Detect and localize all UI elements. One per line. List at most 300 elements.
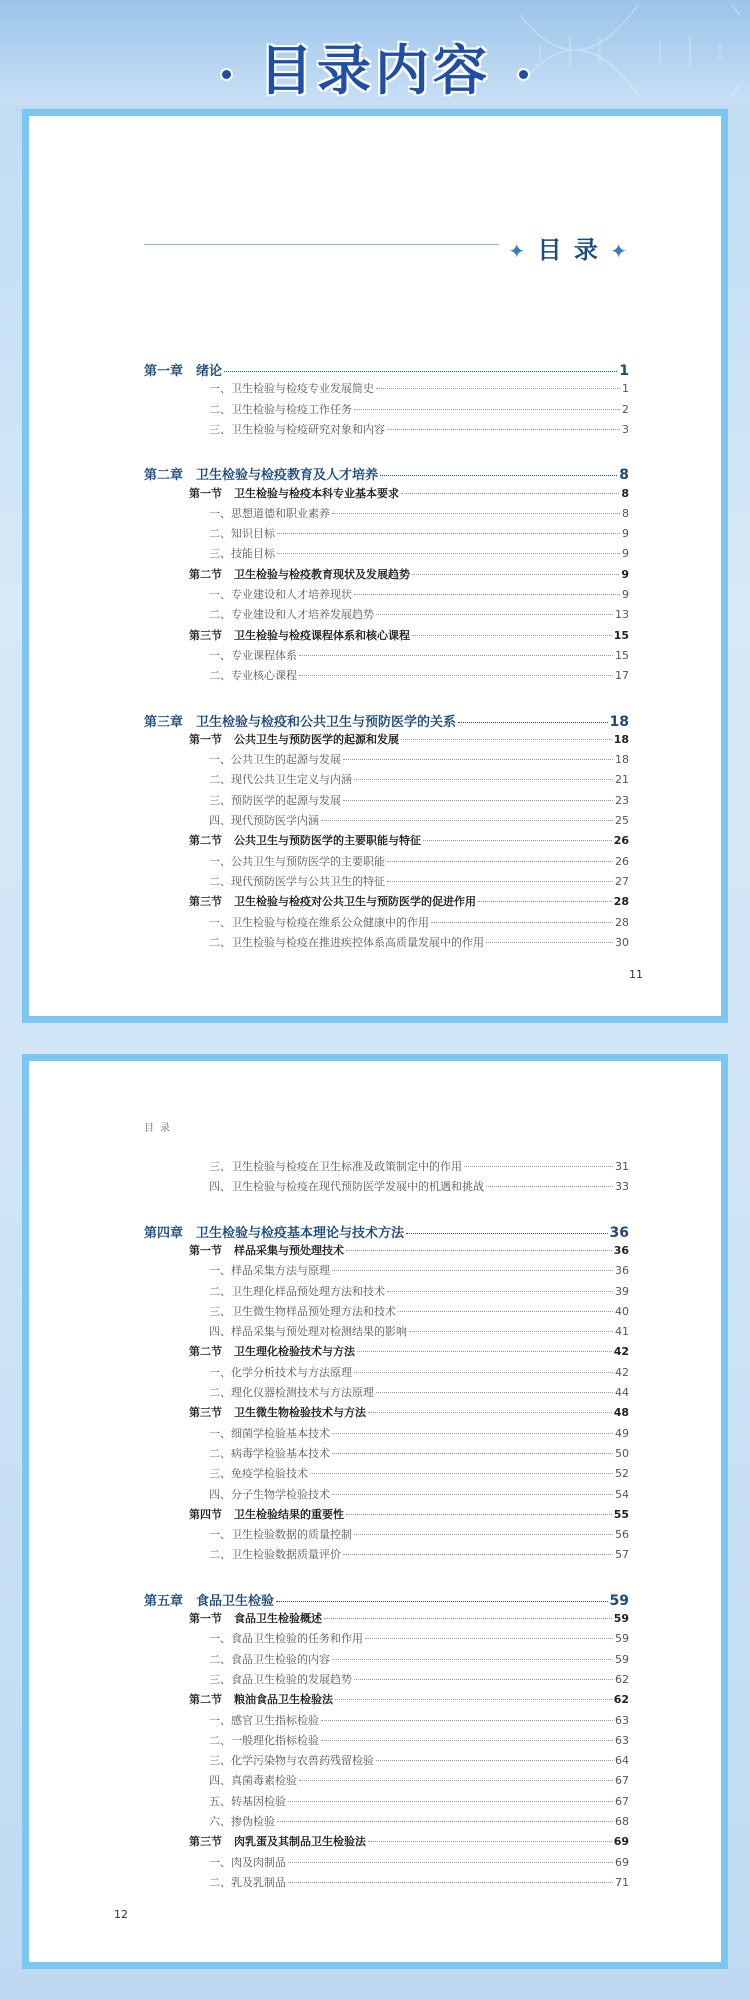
toc-entry-title bbox=[209, 1671, 352, 1687]
toc-entry-title bbox=[189, 1691, 333, 1707]
toc-entry-title bbox=[209, 1813, 275, 1829]
toc-entry-label: 四、现代预防医学内涵 bbox=[209, 814, 319, 827]
toc-subsection-entry[interactable] bbox=[209, 1526, 629, 1542]
toc-entry-label: 一、化学分析技术与方法原理 bbox=[209, 1365, 352, 1379]
toc-subsection-entry[interactable] bbox=[209, 1445, 629, 1461]
toc-entry-page: 67 bbox=[615, 1794, 629, 1808]
toc-entry-title bbox=[209, 1854, 286, 1870]
toc-entry-page: 68 bbox=[615, 1815, 629, 1828]
toc-entry-number: 第一节 bbox=[189, 486, 222, 500]
toc-entry-title bbox=[209, 1712, 319, 1728]
dot-leader bbox=[277, 553, 620, 554]
toc-entry-page: 17 bbox=[615, 669, 629, 683]
toc-entry-page: 69 bbox=[613, 1835, 629, 1849]
toc-subsection-entry[interactable] bbox=[209, 1651, 629, 1667]
toc-entry-page: 44 bbox=[615, 1386, 629, 1399]
dot-leader bbox=[332, 1659, 613, 1660]
dot-leader bbox=[343, 759, 613, 760]
banner bbox=[0, 0, 750, 105]
banner-title: 目录内容 bbox=[259, 39, 491, 102]
toc-entry-label: 公共卫生与预防医学的主要职能与特征 bbox=[234, 834, 421, 848]
dot-leader bbox=[346, 1250, 612, 1251]
toc-entry-label: 六、掺伪检验 bbox=[209, 1815, 275, 1828]
toc-entry-page: 40 bbox=[615, 1304, 629, 1318]
toc-subsection-entry[interactable] bbox=[209, 421, 629, 437]
dot-leader bbox=[387, 861, 613, 862]
toc-subsection-entry[interactable] bbox=[209, 1712, 629, 1728]
dot-leader bbox=[276, 1601, 608, 1602]
toc-entry-page: 42 bbox=[613, 1345, 629, 1359]
toc-entry-label: 一、感官卫生指标检验 bbox=[209, 1713, 319, 1727]
dot-leader bbox=[368, 1412, 612, 1413]
dot-leader bbox=[277, 533, 620, 534]
toc-entry-label: 二、一般理化指标检验 bbox=[209, 1733, 319, 1747]
toc-entry-page: 63 bbox=[615, 1713, 629, 1727]
page-number: 11 bbox=[629, 968, 643, 981]
toc-subsection-entry[interactable] bbox=[209, 586, 629, 602]
toc-entry-label: 一、卫生检验与检疫在维系公众健康中的作用 bbox=[209, 915, 429, 929]
toc-entry-page: 59 bbox=[613, 1612, 629, 1625]
toc-entry-page: 36 bbox=[615, 1264, 629, 1278]
toc-subsection-entry[interactable] bbox=[209, 771, 629, 787]
toc-heading bbox=[144, 230, 629, 264]
toc-page-1 bbox=[22, 109, 728, 1023]
dot-leader bbox=[310, 1473, 613, 1474]
toc-entry-label: 二、卫生检验数据质量评价 bbox=[209, 1548, 341, 1562]
toc-entry-page: 15 bbox=[613, 628, 629, 642]
toc-entry-page: 18 bbox=[609, 713, 629, 730]
toc-entry-title bbox=[189, 566, 410, 582]
dot-leader bbox=[376, 1760, 613, 1761]
toc-entry-page: 8 bbox=[619, 467, 629, 484]
toc-entry-page: 55 bbox=[613, 1507, 629, 1521]
toc-chapter-entry[interactable] bbox=[144, 464, 629, 483]
toc-subsection-entry[interactable] bbox=[209, 380, 629, 396]
dot-leader bbox=[343, 1554, 613, 1555]
toc-entry-page: 67 bbox=[615, 1774, 629, 1788]
toc-entry-label: 三、卫生检验与检疫研究对象和内容 bbox=[209, 422, 385, 436]
toc-entry-label: 一、卫生检验与检疫专业发展简史 bbox=[209, 382, 374, 396]
page-number: 12 bbox=[114, 1908, 128, 1921]
toc-subsection-entry[interactable] bbox=[209, 401, 629, 417]
toc-entry-label: 三、卫生检验与检疫在卫生标准及政策制定中的作用 bbox=[209, 1160, 462, 1173]
toc-subsection-entry[interactable] bbox=[209, 1793, 629, 1809]
toc-subsection-entry[interactable] bbox=[209, 1158, 629, 1174]
toc-subsection-entry[interactable] bbox=[209, 1425, 629, 1441]
toc-entry-title bbox=[209, 525, 275, 541]
toc-entry-label: 二、知识目标 bbox=[209, 527, 275, 541]
toc-page-2 bbox=[22, 1054, 728, 1969]
toc-entry-page: 49 bbox=[615, 1426, 629, 1440]
toc-section-entry[interactable] bbox=[189, 566, 629, 582]
dot-leader bbox=[354, 594, 620, 595]
dot-leader bbox=[431, 922, 613, 923]
toc-entry-label: 肉乳蛋及其制品卫生检验法 bbox=[234, 1835, 366, 1849]
toc-entry-page: 41 bbox=[615, 1325, 629, 1339]
toc-entry-number: 第二节 bbox=[189, 834, 222, 848]
toc-entry-page: 28 bbox=[613, 895, 629, 909]
toc-entry-label: 一、专业课程体系 bbox=[209, 648, 297, 662]
dot-leader bbox=[368, 1841, 612, 1842]
toc-entry-page: 2 bbox=[622, 402, 629, 416]
toc-entry-number: 第二节 bbox=[189, 1693, 222, 1707]
toc-entry-title bbox=[209, 873, 385, 889]
toc-entry-label: 二、专业建设和人才培养发展趋势 bbox=[209, 608, 374, 622]
toc-subsection-entry[interactable] bbox=[209, 914, 629, 930]
toc-entry-title bbox=[209, 505, 330, 521]
sparkle-icon: ✦ bbox=[610, 239, 629, 263]
toc-subsection-entry[interactable] bbox=[209, 545, 629, 561]
toc-subsection-entry[interactable] bbox=[209, 1384, 629, 1400]
toc-chapter-entry[interactable] bbox=[144, 1590, 629, 1609]
toc-entry-label: 公共卫生与预防医学的起源和发展 bbox=[234, 732, 399, 746]
toc-entry-page: 62 bbox=[613, 1693, 629, 1707]
toc-subsection-entry[interactable] bbox=[209, 1854, 629, 1870]
dot-leader bbox=[277, 1821, 613, 1822]
dot-leader bbox=[458, 722, 608, 723]
dot-leader bbox=[321, 1740, 613, 1741]
dot-leader bbox=[288, 1862, 613, 1863]
toc-chapter-entry[interactable] bbox=[144, 360, 629, 379]
toc-entry-label: 四、真菌毒素检验 bbox=[209, 1774, 297, 1788]
toc-subsection-entry[interactable] bbox=[209, 1772, 629, 1788]
dot-leader bbox=[423, 840, 612, 841]
dot-leader bbox=[346, 1514, 612, 1515]
toc-entry-title bbox=[189, 1404, 366, 1420]
toc-entry-title bbox=[209, 1651, 330, 1667]
toc-entry-title bbox=[189, 832, 421, 848]
toc-entry-label: 一、专业建设和人才培养现状 bbox=[209, 588, 352, 601]
toc-entry-label: 卫生检验与检疫对公共卫生与预防医学的促进作用 bbox=[234, 895, 476, 909]
toc-entry-label: 卫生微生物检验技术与方法 bbox=[234, 1406, 366, 1420]
toc-entry-number: 第三节 bbox=[189, 628, 222, 642]
toc-entry-number: 第三节 bbox=[189, 1835, 222, 1849]
toc-entry-label: 一、卫生检验数据的质量控制 bbox=[209, 1528, 352, 1542]
dot-leader bbox=[354, 779, 613, 780]
toc-entry-page: 27 bbox=[615, 874, 629, 888]
dot-leader bbox=[335, 1699, 612, 1700]
toc-entry-label: 二、专业核心课程 bbox=[209, 669, 297, 683]
toc-entry-label: 卫生检验与检疫基本理论与技术方法 bbox=[196, 1225, 405, 1241]
dot-leader bbox=[398, 1311, 613, 1312]
dot-leader bbox=[324, 1618, 612, 1619]
toc-entry-page: 31 bbox=[615, 1160, 629, 1173]
toc-section-entry[interactable] bbox=[189, 731, 629, 747]
dot-leader bbox=[401, 739, 612, 740]
toc-entry-page: 9 bbox=[621, 567, 629, 581]
dot-leader bbox=[332, 1433, 613, 1434]
toc-entry-label: 四、样品采集与预处理对检测结果的影响 bbox=[209, 1325, 407, 1339]
toc-entry-number: 第一节 bbox=[189, 1612, 222, 1625]
running-head: 目录 bbox=[144, 1123, 176, 1134]
toc-subsection-entry[interactable] bbox=[209, 647, 629, 663]
toc-entry-page: 9 bbox=[622, 588, 629, 601]
toc-entry-label: 三、化学污染物与农兽药残留检验 bbox=[209, 1754, 374, 1768]
toc-subsection-entry[interactable] bbox=[209, 1813, 629, 1829]
toc-entry-page: 8 bbox=[622, 506, 629, 520]
toc-entry-title bbox=[189, 1833, 366, 1849]
dot-leader bbox=[486, 1186, 613, 1187]
toc-subsection-entry[interactable] bbox=[209, 667, 629, 683]
toc-section-entry[interactable] bbox=[189, 1404, 629, 1420]
toc-entry-page: 50 bbox=[615, 1446, 629, 1460]
toc-chapter-entry[interactable] bbox=[144, 1222, 629, 1241]
toc-entry-number: 第三章 bbox=[144, 714, 184, 730]
dot-leader bbox=[387, 1291, 613, 1292]
toc-entry-title bbox=[144, 360, 222, 379]
toc-entry-number: 第五章 bbox=[144, 1593, 184, 1609]
toc-subsection-entry[interactable] bbox=[209, 873, 629, 889]
toc-entry-page: 3 bbox=[622, 422, 629, 436]
dot-leader bbox=[321, 820, 613, 821]
sparkle-icon: ✦ bbox=[508, 239, 528, 263]
dot-leader bbox=[412, 635, 612, 636]
toc-entry-title bbox=[189, 893, 476, 909]
toc-section-entry[interactable] bbox=[189, 1691, 629, 1707]
toc-entry-page: 42 bbox=[615, 1365, 629, 1379]
toc-entry-label: 一、公共卫生与预防医学的主要职能 bbox=[209, 854, 385, 868]
dot-leader bbox=[321, 1720, 613, 1721]
toc-entry-title bbox=[189, 627, 410, 643]
toc-entry-title bbox=[209, 1445, 330, 1461]
dot-leader bbox=[387, 881, 613, 882]
toc-entry-label: 绪论 bbox=[196, 364, 223, 379]
toc-entry-page: 1 bbox=[622, 382, 629, 396]
toc-entry-label: 三、卫生微生物样品预处理方法和技术 bbox=[209, 1304, 396, 1318]
banner-title-row bbox=[0, 28, 750, 105]
toc-entry-page: 52 bbox=[615, 1467, 629, 1481]
toc-entry-label: 二、病毒学检验基本技术 bbox=[209, 1446, 330, 1460]
toc-entry-label: 三、免疫学检验技术 bbox=[209, 1467, 308, 1481]
dot-leader bbox=[380, 475, 617, 476]
toc-entry-page: 18 bbox=[613, 732, 629, 746]
toc-entry-label: 五、转基因检验 bbox=[209, 1794, 286, 1808]
toc-entry-page: 59 bbox=[609, 1592, 629, 1609]
toc-entry-number: 第三节 bbox=[189, 895, 222, 909]
toc-subsection-entry[interactable] bbox=[209, 1752, 629, 1768]
toc-entry-page: 69 bbox=[615, 1855, 629, 1869]
toc-entry-label: 卫生理化检验技术与方法 bbox=[234, 1345, 355, 1359]
toc-entry-label: 卫生检验与检疫课程体系和核心课程 bbox=[234, 628, 410, 642]
toc-subsection-entry[interactable] bbox=[209, 1630, 629, 1646]
toc-entry-title bbox=[209, 1793, 286, 1809]
toc-entry-page: 54 bbox=[615, 1487, 629, 1501]
toc-entry-page: 9 bbox=[622, 527, 629, 541]
dot-leader bbox=[299, 1780, 613, 1781]
toc-section-entry[interactable] bbox=[189, 1343, 629, 1359]
toc-section-entry[interactable] bbox=[189, 1242, 629, 1258]
toc-entry-title bbox=[209, 1425, 330, 1441]
toc-entry-page: 39 bbox=[615, 1284, 629, 1298]
dot-leader bbox=[354, 1372, 613, 1373]
dot-leader bbox=[332, 1453, 613, 1454]
dot-leader bbox=[376, 388, 620, 389]
toc-entry-title bbox=[209, 812, 319, 828]
toc-entry-label: 三、技能目标 bbox=[209, 547, 275, 561]
toc-entry-page: 9 bbox=[622, 547, 629, 561]
toc-section-entry[interactable] bbox=[189, 832, 629, 848]
toc-entry-page: 28 bbox=[615, 915, 629, 929]
toc-subsection-entry[interactable] bbox=[209, 1283, 629, 1299]
toc-subsection-entry[interactable] bbox=[209, 1262, 629, 1278]
toc-entry-title bbox=[209, 421, 385, 437]
toc-entry-title bbox=[209, 1874, 286, 1890]
toc-subsection-entry[interactable] bbox=[209, 1364, 629, 1380]
toc-entry-page: 8 bbox=[621, 486, 629, 500]
toc-entry-title bbox=[144, 1222, 404, 1241]
toc-entry-number: 第二章 bbox=[144, 468, 184, 484]
toc-entry-title bbox=[209, 1486, 330, 1502]
toc-subsection-entry[interactable] bbox=[209, 934, 629, 950]
dot-leader bbox=[387, 429, 620, 430]
toc-entry-page: 13 bbox=[615, 608, 629, 622]
dot-leader bbox=[486, 942, 613, 943]
toc-section-entry[interactable] bbox=[189, 485, 629, 501]
toc-subsection-entry[interactable] bbox=[209, 853, 629, 869]
dot-leader bbox=[332, 1270, 613, 1271]
toc-entry-page: 36 bbox=[609, 1224, 629, 1241]
toc-entry-label: 卫生检验结果的重要性 bbox=[234, 1507, 344, 1521]
toc-entry-label: 四、卫生检验与检疫在现代预防医学发展中的机遇和挑战 bbox=[209, 1180, 484, 1194]
toc-subsection-entry[interactable] bbox=[209, 812, 629, 828]
toc-entry-page: 21 bbox=[615, 773, 629, 787]
toc-entry-label: 一、肉及肉制品 bbox=[209, 1855, 286, 1869]
toc-entry-title bbox=[209, 1630, 363, 1646]
dot-leader bbox=[354, 409, 620, 410]
toc-entry-page: 62 bbox=[615, 1672, 629, 1686]
toc-entry-label: 一、思想道德和职业素养 bbox=[209, 506, 330, 520]
toc-entry-page: 56 bbox=[615, 1528, 629, 1542]
toc-entry-title bbox=[209, 545, 275, 561]
toc-entry-page: 57 bbox=[615, 1548, 629, 1562]
toc-entry-title bbox=[209, 1526, 352, 1542]
toc-entry-title bbox=[209, 914, 429, 930]
toc-section-entry[interactable] bbox=[189, 1610, 629, 1626]
toc-heading-title bbox=[508, 230, 629, 265]
toc-entry-number: 第一节 bbox=[189, 1243, 222, 1257]
toc-subsection-entry[interactable] bbox=[209, 1874, 629, 1890]
toc-entry-title bbox=[209, 934, 484, 950]
dot-leader bbox=[412, 574, 619, 575]
toc-entry-number: 第一章 bbox=[144, 364, 184, 379]
toc-entry-title bbox=[189, 1343, 355, 1359]
toc-entry-page: 36 bbox=[613, 1243, 629, 1257]
toc-entry-page: 63 bbox=[615, 1733, 629, 1747]
bullet-dot-icon bbox=[519, 70, 528, 79]
toc-subsection-entry[interactable] bbox=[209, 606, 629, 622]
toc-entry-title bbox=[209, 380, 374, 396]
toc-entry-title bbox=[209, 647, 297, 663]
toc-entry-title bbox=[209, 1303, 396, 1319]
toc-entry-title bbox=[209, 1772, 297, 1788]
toc-entry-number: 第一节 bbox=[189, 732, 222, 746]
toc-entry-label: 二、卫生检验与检疫在推进疾控体系高质量发展中的作用 bbox=[209, 935, 484, 949]
toc-entry-title bbox=[209, 1384, 374, 1400]
toc-entry-page: 59 bbox=[615, 1632, 629, 1646]
toc-entry-label: 食品卫生检验 bbox=[196, 1593, 275, 1609]
toc-entry-label: 样品采集与预处理技术 bbox=[234, 1243, 344, 1257]
toc-entry-title bbox=[189, 1242, 344, 1258]
toc-entry-title bbox=[209, 1732, 319, 1748]
toc-subsection-entry[interactable] bbox=[209, 1732, 629, 1748]
toc-section-entry[interactable] bbox=[189, 627, 629, 643]
toc-entry-label: 二、食品卫生检验的内容 bbox=[209, 1652, 330, 1666]
toc-entry-title bbox=[209, 1323, 407, 1339]
toc-entry-number: 第二节 bbox=[189, 567, 222, 581]
toc-subsection-entry[interactable] bbox=[209, 1486, 629, 1502]
dot-leader bbox=[464, 1166, 613, 1167]
toc-subsection-entry[interactable] bbox=[209, 1465, 629, 1481]
toc-section-entry[interactable] bbox=[189, 1833, 629, 1849]
toc-section-entry[interactable] bbox=[189, 893, 629, 909]
toc-entry-title bbox=[144, 464, 378, 483]
toc-entry-label: 一、细菌学检验基本技术 bbox=[209, 1426, 330, 1440]
toc-entry-number: 第四章 bbox=[144, 1225, 184, 1241]
toc-entry-page: 71 bbox=[615, 1875, 629, 1889]
dot-leader bbox=[376, 614, 613, 615]
toc-entry-page: 23 bbox=[615, 793, 629, 807]
toc-entry-page: 26 bbox=[615, 854, 629, 868]
toc-entry-title bbox=[209, 751, 341, 767]
toc-entry-label: 卫生检验与检疫教育现状及发展趋势 bbox=[234, 567, 410, 581]
toc-entry-page: 25 bbox=[615, 814, 629, 827]
dot-leader bbox=[401, 493, 619, 494]
toc-subsection-entry[interactable] bbox=[209, 1178, 629, 1194]
toc-entry-label: 卫生检验与检疫和公共卫生与预防医学的关系 bbox=[196, 714, 457, 730]
toc-chapter-entry[interactable] bbox=[144, 711, 629, 730]
toc-entry-title bbox=[209, 1465, 308, 1481]
toc-entry-title bbox=[189, 1610, 322, 1626]
toc-entry-page: 15 bbox=[615, 648, 629, 662]
dot-leader bbox=[354, 1534, 613, 1535]
toc-section-entry[interactable] bbox=[189, 1506, 629, 1522]
toc-subsection-entry[interactable] bbox=[209, 1323, 629, 1339]
toc-entry-title bbox=[189, 485, 399, 501]
toc-entry-label: 一、食品卫生检验的任务和作用 bbox=[209, 1632, 363, 1646]
toc-entry-number: 第四节 bbox=[189, 1507, 222, 1521]
dot-leader bbox=[376, 1392, 613, 1393]
toc-entry-title bbox=[209, 606, 374, 622]
toc-entry-page: 33 bbox=[615, 1180, 629, 1194]
toc-subsection-entry[interactable] bbox=[209, 1303, 629, 1319]
toc-entry-label: 二、现代预防医学与公共卫生的特征 bbox=[209, 874, 385, 888]
dot-leader bbox=[288, 1801, 613, 1802]
heading-rule bbox=[144, 244, 499, 245]
toc-subsection-entry[interactable] bbox=[209, 751, 629, 767]
toc-entry-label: 三、食品卫生检验的发展趋势 bbox=[209, 1672, 352, 1686]
toc-subsection-entry[interactable] bbox=[209, 792, 629, 808]
toc-entry-title bbox=[209, 1364, 352, 1380]
toc-subsection-entry[interactable] bbox=[209, 525, 629, 541]
dot-leader bbox=[288, 1882, 613, 1883]
toc-entry-label: 二、卫生检验与检疫工作任务 bbox=[209, 402, 352, 416]
toc-entry-label: 三、预防医学的起源与发展 bbox=[209, 793, 341, 807]
dot-leader bbox=[406, 1233, 608, 1234]
toc-entry-title bbox=[209, 1262, 330, 1278]
toc-subsection-entry[interactable] bbox=[209, 1671, 629, 1687]
dot-leader bbox=[332, 513, 620, 514]
toc-entry-label: 一、公共卫生的起源与发展 bbox=[209, 753, 341, 767]
toc-entry-label: 二、理化仪器检测技术与方法原理 bbox=[209, 1386, 374, 1399]
dot-leader bbox=[224, 371, 617, 372]
dot-leader bbox=[365, 1638, 613, 1639]
toc-entry-title bbox=[189, 731, 399, 747]
toc-entry-title bbox=[209, 401, 352, 417]
toc-entry-label: 粮油食品卫生检验法 bbox=[234, 1693, 333, 1707]
toc-entry-title bbox=[209, 1283, 385, 1299]
toc-subsection-entry[interactable] bbox=[209, 505, 629, 521]
toc-subsection-entry[interactable] bbox=[209, 1546, 629, 1562]
